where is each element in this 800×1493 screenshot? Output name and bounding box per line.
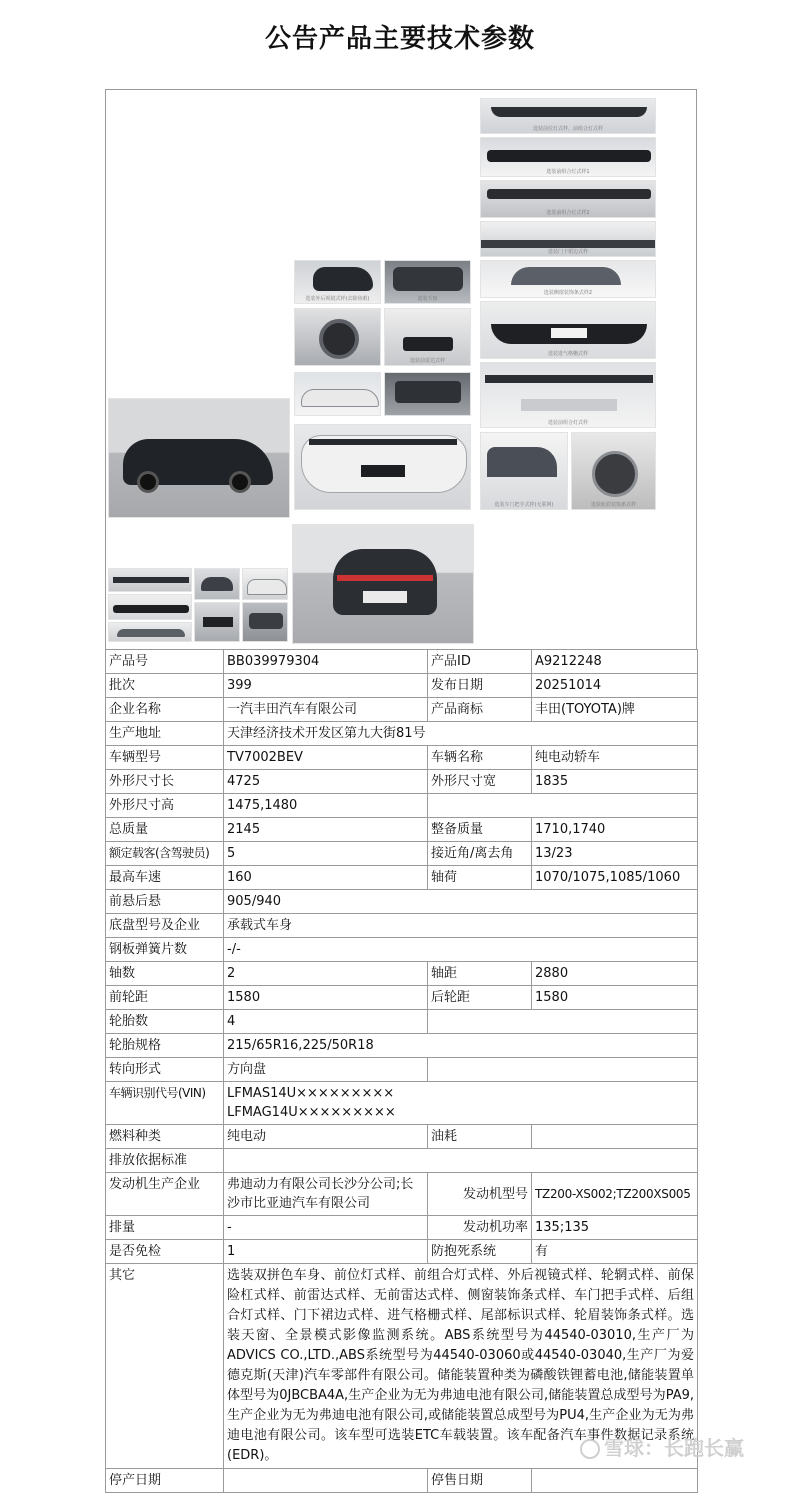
table-row: [106, 1469, 698, 1493]
empty-cell: [428, 1058, 698, 1082]
photo-thumb-2: [108, 594, 192, 620]
label-axle-load: 轴荷: [428, 866, 532, 890]
table-row: [106, 1082, 698, 1125]
label-other: 其它: [106, 1264, 224, 1469]
table-row: [106, 1010, 698, 1034]
label-height: 外形尺寸高: [106, 794, 224, 818]
label-engine-model: 发动机型号: [428, 1173, 532, 1216]
value-approach-departure: 13/23: [532, 842, 698, 866]
label-brand: 产品商标: [428, 698, 532, 722]
table-row: [106, 890, 698, 914]
label-chassis: 底盘型号及企业: [106, 914, 224, 938]
value-vehicle-model: TV7002BEV: [224, 746, 428, 770]
photo-grille: [480, 301, 656, 359]
table-row: [106, 818, 698, 842]
label-max-speed: 最高车速: [106, 866, 224, 890]
photo-caption: 选装前组合灯式样: [547, 420, 588, 426]
label-seating: 额定载客(含驾驶员): [106, 842, 224, 866]
photo-thumb-5: [242, 568, 288, 600]
value-front-track: 1580: [224, 986, 428, 1010]
value-production-address: 天津经济技术开发区第九大街81号: [224, 722, 698, 746]
label-total-mass: 总质量: [106, 818, 224, 842]
label-axles: 轴数: [106, 962, 224, 986]
photo-mirror: [294, 260, 381, 304]
value-product-id: A9212248: [532, 650, 698, 674]
value-tire-count: 4: [224, 1010, 428, 1034]
label-release-date: 发布日期: [428, 674, 532, 698]
photo-caption: 选装外后视镜式样(去除鱼眼): [305, 296, 370, 302]
table-row: [106, 674, 698, 698]
photo-main-side-view: [108, 398, 290, 518]
value-engine-maker: 弗迪动力有限公司长沙分公司;长沙市比亚迪汽车有限公司: [224, 1173, 428, 1216]
label-vehicle-model: 车辆型号: [106, 746, 224, 770]
value-seating: 5: [224, 842, 428, 866]
value-width: 1835: [532, 770, 698, 794]
value-curb-mass: 1710,1740: [532, 818, 698, 842]
label-exempt: 是否免检: [106, 1240, 224, 1264]
table-row: [106, 842, 698, 866]
label-vin: 车辆识别代号(VIN): [106, 1082, 224, 1125]
value-steering: 方向盘: [224, 1058, 428, 1082]
label-discontinue-sales: 停售日期: [428, 1469, 532, 1493]
label-front-track: 前轮距: [106, 986, 224, 1010]
photo-side-skirt: [480, 221, 656, 257]
photo-front-radar: [384, 308, 471, 366]
label-production-address: 生产地址: [106, 722, 224, 746]
photo-caption: 选装侧窗装饰条式样2: [543, 290, 593, 296]
value-max-speed: 160: [224, 866, 428, 890]
label-emission-standard: 排放依据标准: [106, 1149, 224, 1173]
label-engine-maker: 发动机生产企业: [106, 1173, 224, 1216]
photo-thumb-1: [108, 568, 192, 592]
photo-rear-light: [480, 362, 656, 428]
label-curb-mass: 整备质量: [428, 818, 532, 842]
table-row: [106, 938, 698, 962]
label-vehicle-name: 车辆名称: [428, 746, 532, 770]
table-row: [106, 1125, 698, 1149]
table-row: [106, 1149, 698, 1173]
value-release-date: 20251014: [532, 674, 698, 698]
label-tire-spec: 轮胎规格: [106, 1034, 224, 1058]
label-length: 外形尺寸长: [106, 770, 224, 794]
value-total-mass: 2145: [224, 818, 428, 842]
table-row: [106, 698, 698, 722]
vehicle-photo-collage: [105, 89, 697, 649]
value-product-no: BB039979304: [224, 650, 428, 674]
value-fuel-type: 纯电动: [224, 1125, 428, 1149]
value-fuel-consumption: [532, 1125, 698, 1149]
value-displacement: -: [224, 1216, 428, 1240]
table-row: [106, 914, 698, 938]
value-brand: 丰田(TOYOTA)牌: [532, 698, 698, 722]
label-steering: 转向形式: [106, 1058, 224, 1082]
label-fuel-consumption: 油耗: [428, 1125, 532, 1149]
value-exempt: 1: [224, 1240, 428, 1264]
empty-cell: [428, 794, 698, 818]
value-height: 1475,1480: [224, 794, 428, 818]
table-row: [106, 794, 698, 818]
photo-interior-glass: [384, 372, 471, 416]
table-row: [106, 770, 698, 794]
photo-caption: 选装前位灯式样、前组合灯式样: [532, 126, 603, 132]
label-leaf-springs: 钢板弹簧片数: [106, 938, 224, 962]
photo-caption: 选装前组合灯式样1: [546, 169, 590, 175]
photo-front-light-3: [480, 180, 656, 218]
value-overhang: 905/940: [224, 890, 698, 914]
table-row: [106, 986, 698, 1010]
photo-side-small: [294, 372, 381, 416]
photo-window-trim: [480, 260, 656, 298]
value-leaf-springs: -/-: [224, 938, 698, 962]
photo-thumb-7: [242, 602, 288, 642]
value-discontinue-production: [224, 1469, 428, 1493]
photo-caption: 选装车门把手式样(无联网): [494, 502, 554, 508]
vin-line-2: LFMAG14U×××××××××: [227, 1105, 396, 1120]
value-batch: 399: [224, 674, 428, 698]
photo-sunroof: [384, 260, 471, 304]
vin-line-1: LFMAS14U×××××××××: [227, 1086, 395, 1101]
photo-caption: 选装前组合灯式样2: [546, 210, 590, 216]
label-product-id: 产品ID: [428, 650, 532, 674]
label-discontinue-production: 停产日期: [106, 1469, 224, 1493]
photo-rear-view: [292, 524, 474, 644]
photo-thumb-6: [194, 602, 240, 642]
snowball-logo-icon: [580, 1439, 600, 1459]
value-other: 选装双拼色车身、前位灯式样、前组合灯式样、外后视镜式样、轮辋式样、前保险杠式样、前雷达式样、无前雷达式样、侧窗装饰条式样、车门把手式样、后组合灯式样、门下裙边式样、进气格栅式样、尾部标识式样、轮眉装饰条式样。选装天窗、全景模式影像监测系统。ABS系统型号为44540-03010,生产厂为ADVICS CO.,LTD.,ABS系统型号为44540-03060或44540-03040,生产厂为爱德克斯(天津)汽车零部件有限公司。储能装置种类为磷酸铁锂蓄电池,储能装置单体型号为0JBCBA4A,生产企业为无为弗迪电池有限公司,储能装置总成型号为PA9,生产企业为无为弗迪电池有限公司,或储能装置总成型号为PU4,生产企业为无为弗迪电池有限公司。该车型可选装ETC车载装置。该车配备汽车事件数据记录系统(EDR)。: [224, 1264, 698, 1469]
label-company-name: 企业名称: [106, 698, 224, 722]
label-displacement: 排量: [106, 1216, 224, 1240]
label-overhang: 前悬后悬: [106, 890, 224, 914]
photo-wheel-closeup: [294, 308, 381, 366]
value-tire-spec: 215/65R16,225/50R18: [224, 1034, 698, 1058]
spec-table: [105, 649, 698, 1493]
photo-thumb-4: [194, 568, 240, 600]
value-length: 4725: [224, 770, 428, 794]
table-row: [106, 722, 698, 746]
value-engine-power: 135;135: [532, 1216, 698, 1240]
table-row: [106, 1034, 698, 1058]
value-emission-standard: [224, 1149, 698, 1173]
value-vehicle-name: 纯电动轿车: [532, 746, 698, 770]
photo-wheel-arch: [571, 432, 656, 510]
page-title: 公告产品主要技术参数: [264, 24, 535, 54]
label-fuel-type: 燃料种类: [106, 1125, 224, 1149]
table-row: [106, 650, 698, 674]
value-rear-track: 1580: [532, 986, 698, 1010]
photo-front-light-2: [480, 137, 656, 177]
photo-caption: 选装天窗: [417, 296, 438, 302]
label-engine-power: 发动机功率: [428, 1216, 532, 1240]
photo-door-handle: [480, 432, 568, 510]
table-row: [106, 962, 698, 986]
label-abs: 防抱死系统: [428, 1240, 532, 1264]
label-product-no: 产品号: [106, 650, 224, 674]
value-axle-load: 1070/1075,1085/1060: [532, 866, 698, 890]
table-row: [106, 1240, 698, 1264]
table-row: [106, 746, 698, 770]
label-width: 外形尺寸宽: [428, 770, 532, 794]
watermark-text: 雪球：长跑长赢: [604, 1436, 744, 1460]
label-wheelbase: 轴距: [428, 962, 532, 986]
label-tire-count: 轮胎数: [106, 1010, 224, 1034]
label-batch: 批次: [106, 674, 224, 698]
table-row: [106, 1216, 698, 1240]
table-row: [106, 866, 698, 890]
table-row: [106, 1173, 698, 1216]
photo-caption: 选装轮眉装饰条式样: [590, 502, 636, 508]
watermark: [580, 1432, 744, 1461]
photo-front-view: [294, 424, 471, 510]
photo-caption: 选装进气格栅式样: [547, 351, 588, 357]
photo-caption: 选装门下裙边式样: [547, 249, 588, 255]
value-abs: 有: [532, 1240, 698, 1264]
value-discontinue-sales: [532, 1469, 698, 1493]
value-chassis: 承载式车身: [224, 914, 698, 938]
label-approach-departure: 接近角/离去角: [428, 842, 532, 866]
value-company-name: 一汽丰田汽车有限公司: [224, 698, 428, 722]
label-rear-track: 后轮距: [428, 986, 532, 1010]
value-vin: [224, 1082, 698, 1125]
table-row: [106, 1058, 698, 1082]
value-wheelbase: 2880: [532, 962, 698, 986]
value-engine-model: TZ200-XS002;TZ200XS005: [532, 1173, 698, 1216]
empty-cell: [428, 1010, 698, 1034]
photo-front-light-1: [480, 98, 656, 134]
value-axles: 2: [224, 962, 428, 986]
photo-caption: 选装前雷达式样: [409, 358, 445, 364]
photo-thumb-3: [108, 622, 192, 642]
